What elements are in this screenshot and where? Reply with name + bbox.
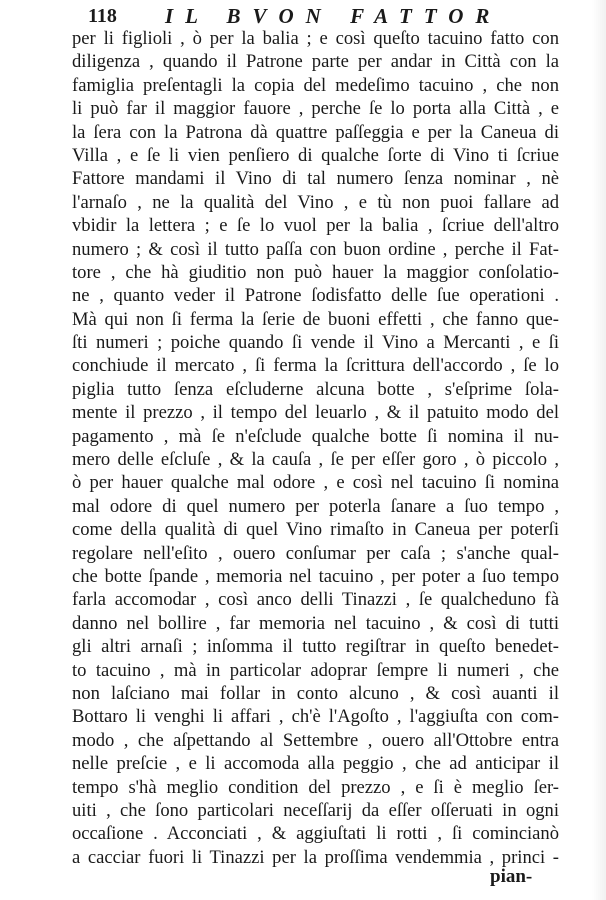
text-line: danno nel bollire , far memoria nel tacuino , & così di tutti [72, 612, 559, 634]
text-line: che botte ſpande , memoria nel tacuino , per poter a ſuo tempo [72, 565, 559, 587]
body-text [72, 27, 559, 869]
text-line: Mà qui non ſi ferma la ſerie de buoni effetti , che fanno que- [72, 308, 559, 330]
text-line: la ſera con la Patrona dà quattre paſſeggia e per la Caneua di [72, 121, 559, 143]
text-line: tempo s'hà meglio condition del prezzo , e ſi è meglio ſer- [72, 776, 559, 798]
text-line: come della qualità di quel Vino rimaſto in Caneua per poterſi [72, 519, 559, 541]
text-line: diligenza , quando il Patrone parte per andar in Città con la [72, 51, 559, 73]
text-line: numero ; & così il tutto paſſa con buon ordine , perche il Fat- [72, 238, 559, 260]
text-line: vbidir la lettera ; e ſe lo vuol per la balia , ſcriue dell'altro [72, 215, 559, 237]
text-line: gli altri arnaſi ; inſomma il tutto regiſtrar in queſto benedet- [72, 636, 559, 658]
text-line: piglia tutto ſenza eſcluderne alcuna botte , s'eſprime ſola- [72, 378, 559, 400]
text-line: per li figlioli , ò per la balia ; e così queſto tacuino fatto con [72, 28, 559, 49]
text-line: pagamento , mà ſe n'eſclude qualche botte ſi nomina il nu- [72, 425, 559, 447]
text-line: non laſciano mai follar in conto alcuno , & così auanti il [72, 682, 559, 704]
text-line: l'arnaſo , ne la qualità del Vino , e tù non puoi fallare ad [72, 191, 559, 213]
text-line: modo , che aſpettando al Settembre , ouero all'Ottobre entra [72, 729, 559, 751]
catchword: pian- [490, 866, 533, 887]
text-line: to tacuino , mà in particolar adoprar ſempre li numeri , che [72, 659, 559, 681]
text-line: mal odore di quel numero per poterla ſanare a ſuo tempo , [72, 495, 559, 517]
text-line: Villa , e ſe li vien penſiero di qualche ſorte di Vino ti ſcriue [72, 144, 559, 166]
text-line: farla accomodar , così anco delli Tinazzi , ſe qualcheduno fà [72, 589, 559, 611]
text-line: Fattore mandami il Vino di tal numero ſenza nominar , nè [72, 168, 559, 190]
text-line: uiti , che ſono particolari neceſſarij da eſſer oſſeruati in ogni [72, 799, 559, 821]
text-line: ne , quanto veder il Patrone ſodisfatto delle ſue operationi . [72, 285, 559, 307]
page-edge-shadow [592, 0, 606, 900]
page-number: 118 [88, 5, 117, 27]
text-line: a cacciar fuori li Tinazzi per la proſſima vendemmia , princi - [72, 846, 559, 868]
text-line: ſti numeri ; poiche quando ſi vende il Vino a Mercanti , e ſi [72, 332, 559, 354]
text-line: li può far il maggior fauore , perche ſe lo porta alla Città , e [72, 98, 559, 120]
text-line: ò per hauer qualche mal odore , e così nel tacuino ſi nomina [72, 472, 559, 494]
text-line: Bottaro li venghi li affari , ch'è l'Agoſto , l'aggiuſta con com- [72, 706, 559, 728]
running-title: IL BVON FATTOR [165, 4, 502, 28]
text-line: mero delle eſcluſe , & la cauſa , ſe per eſſer goro , ò piccolo , [72, 449, 559, 471]
text-line: mente il prezzo , il tempo del leuarlo , & il patuito modo del [72, 402, 559, 424]
text-line: nelle preſcie , e li accomoda alla peggio , che ad anticipar il [72, 753, 559, 775]
text-line: famiglia preſentagli la copia del medeſimo tacuino , che non [72, 74, 559, 96]
text-line: regolare nell'eſito , ouero conſumar per caſa ; s'anche qual- [72, 542, 559, 564]
text-line: conchiude il mercato , ſi ferma la ſcrittura dell'accordo , ſe lo [72, 355, 559, 377]
text-line: tore , che hà giuditio non può hauer la maggior conſolatio- [72, 261, 559, 283]
text-line: occaſione . Acconciati , & aggiuſtati li rotti , ſi comincianò [72, 823, 559, 845]
